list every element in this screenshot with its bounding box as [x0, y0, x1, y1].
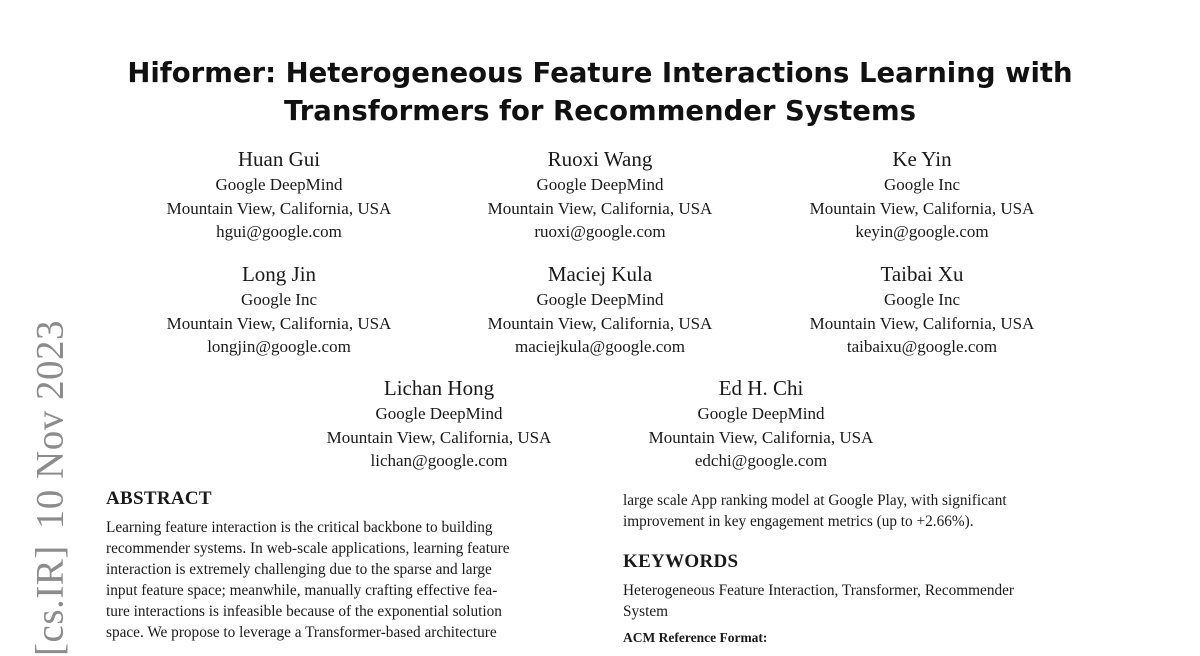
- author-email[interactable]: taibaixu@google.com: [846, 337, 998, 356]
- author-location: Mountain View, California, USA: [326, 427, 552, 447]
- author-block: [440, 146, 760, 244]
- abstract-line: recommender systems. In web-scale applications, learning feature: [106, 540, 510, 557]
- author-affiliation: Google Inc: [883, 290, 960, 309]
- author-affiliation: Google Inc: [240, 290, 317, 309]
- author-block: [762, 146, 1082, 244]
- author-name: Ed H. Chi: [718, 376, 804, 400]
- author-block: [119, 261, 439, 359]
- author-email[interactable]: ruoxi@google.com: [534, 222, 666, 241]
- author-email[interactable]: lichan@google.com: [370, 451, 508, 470]
- abstract-line: large scale App ranking model at Google Play, with significant: [623, 492, 1007, 509]
- author-affiliation: Google DeepMind: [536, 290, 664, 309]
- author-location: Mountain View, California, USA: [166, 313, 392, 333]
- author-location: Mountain View, California, USA: [648, 427, 874, 447]
- abstract-line: ture interactions is infeasible because of the exponential solution: [106, 603, 502, 620]
- author-affiliation: Google DeepMind: [375, 404, 503, 423]
- acm-reference-heading: ACM Reference Format:: [623, 630, 768, 645]
- keywords-heading: KEYWORDS: [623, 551, 739, 572]
- abstract-heading: ABSTRACT: [106, 488, 212, 509]
- author-email[interactable]: edchi@google.com: [694, 451, 828, 470]
- author-name: Huan Gui: [237, 147, 321, 171]
- author-affiliation: Google DeepMind: [697, 404, 825, 423]
- author-location: Mountain View, California, USA: [809, 198, 1035, 218]
- author-location: Mountain View, California, USA: [487, 313, 713, 333]
- abstract-line: input feature space; meanwhile, manually crafting effective fea-: [106, 582, 498, 599]
- author-email[interactable]: longjin@google.com: [207, 337, 351, 356]
- author-location: Mountain View, California, USA: [166, 198, 392, 218]
- paper-title-line-2: Transformers for Recommender Systems: [284, 95, 916, 127]
- author-location: Mountain View, California, USA: [487, 198, 713, 218]
- abstract-line: interaction is extremely challenging due to the sparse and large: [106, 561, 492, 578]
- author-name: Taibai Xu: [880, 262, 964, 286]
- author-location: Mountain View, California, USA: [809, 313, 1035, 333]
- author-affiliation: Google DeepMind: [215, 175, 343, 194]
- author-block: [762, 261, 1082, 359]
- author-block: [440, 261, 760, 359]
- author-name: Ruoxi Wang: [547, 147, 653, 171]
- abstract-continuation: [623, 490, 1095, 532]
- abstract-line: improvement in key engagement metrics (up to +2.66%).: [623, 513, 974, 530]
- author-affiliation: Google Inc: [883, 175, 960, 194]
- author-name: Maciej Kula: [547, 262, 653, 286]
- author-name: Long Jin: [241, 262, 317, 286]
- author-affiliation: Google DeepMind: [536, 175, 664, 194]
- arxiv-date: 10 Nov 2023: [28, 320, 72, 530]
- author-name: Lichan Hong: [383, 376, 495, 400]
- keywords-text: [623, 580, 1095, 622]
- author-name: Ke Yin: [892, 147, 952, 171]
- paper-title: [100, 54, 1100, 130]
- author-email[interactable]: maciejkula@google.com: [514, 337, 686, 356]
- keywords-line: Heterogeneous Feature Interaction, Transformer, Recommender: [623, 582, 1015, 599]
- abstract-text: [106, 517, 578, 643]
- author-email[interactable]: hgui@google.com: [216, 222, 342, 241]
- author-block: [119, 146, 439, 244]
- keywords-line: System: [623, 603, 669, 620]
- abstract-line: space. We propose to leverage a Transformer-based architecture: [106, 624, 497, 641]
- arxiv-stamp: [28, 304, 73, 656]
- arxiv-category: [cs.IR]: [28, 545, 72, 656]
- author-block: [601, 375, 921, 473]
- abstract-line: Learning feature interaction is the critical backbone to building: [106, 519, 493, 536]
- paper-title-line-1: Hiformer: Heterogeneous Feature Interactions Learning with: [127, 57, 1073, 89]
- author-block: [279, 375, 599, 473]
- author-email[interactable]: keyin@google.com: [855, 222, 989, 241]
